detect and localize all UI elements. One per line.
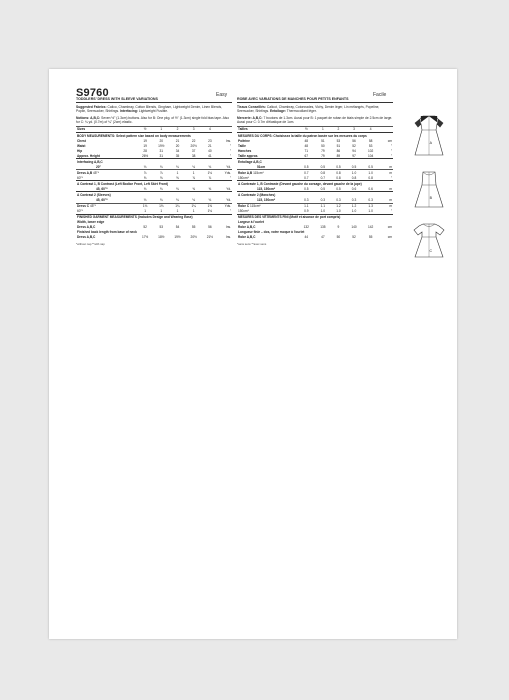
table-row: Taille approx. 67 79 89 97 104 " <box>238 153 392 158</box>
dress-view-c-illustration <box>409 221 449 263</box>
sizes-row: Tailles ½ 1 2 3 4 <box>237 127 393 133</box>
french-column <box>237 97 393 246</box>
table-row: Chest 19 20 21 22 23 Ins. <box>77 138 231 143</box>
table-row: Dress A,B 45"* ⅞ ⅞ 1 1 1⅛ Yds. <box>77 170 231 175</box>
section-title-row: A Contraste 1, B Contraste (Devant gauche du corsage, devant gauche de la jupe) <box>237 181 393 187</box>
french-notions: Mercerie: A,B,C: 7 boutons de 1.3cm. Aussi pour B: 1 paquet de ruban de biais simple de 2.5cm de large. Aussi pour C: 0.7m d'élastique de 1cm. <box>237 115 393 124</box>
sizes-row: Sizes ½ 1 2 3 4 <box>76 127 232 133</box>
pattern-number: S9760 <box>76 87 109 99</box>
table-row: Robe C 115cm* 1.1 1.1 1.2 1.2 1.3 m <box>238 204 392 208</box>
table-row: 150cm* 0.9 1.0 1.0 1.0 1.0 " <box>238 208 392 213</box>
table-row: Dress A,B,C 52 53 54 55 56 Ins. <box>77 225 231 230</box>
view-a-label: A <box>429 141 432 145</box>
pattern-sheet <box>49 69 457 639</box>
table-row: 115, 150cm* 0.3 0.3 0.3 0.3 0.3 m <box>257 198 392 203</box>
dress-view-a-illustration <box>409 113 449 159</box>
section-title-row: Interfacing A,B,C <box>76 159 232 165</box>
table-row: Robe A,B,C 132 135 9 140 142 cm <box>238 225 392 230</box>
sub-title-row: Largeur à l'ourlet <box>238 220 264 225</box>
sub-title-row: Finished back length from base of neck <box>77 230 137 235</box>
section-title-row: FINISHED GARMENT MEASUREMENTS (Includes Design and Wearing Ease) <box>76 214 232 220</box>
table-row: 45, 60"* ⅜ ⅜ ⅜ ⅜ ⅜ Yd. <box>96 186 231 191</box>
english-footnote: *without nap **with nap <box>76 241 105 246</box>
section-title-row: Entoilage A,B,C <box>237 159 393 165</box>
table-row: Approx. Height 26½ 31 35 38 41 " <box>77 153 231 158</box>
table-row: Dress C 45"* 1⅛ 1⅛ 1¼ 1¼ 1⅜ Yds. <box>77 204 231 208</box>
table-row: Waist 19 19½ 20 20½ 21 " <box>77 143 231 148</box>
table-row: 115, 150cm* 0.5 0.5 0.5 0.6 0.6 m <box>257 186 392 191</box>
level-en: Easy <box>216 92 228 98</box>
french-fabrics: Tissus Conseillés: Calicot, Chambray, Cotonnades, Vichy, Denim léger, Lin mélangés, Popeline, Seersucker, Shirtings. Entoilage: Thermocollant léger. <box>237 105 380 114</box>
table-row: 45, 60"* ⅛ ⅛ ⅛ ⅛ ⅛ Yd. <box>96 198 231 203</box>
table-row: 51cm 0.5 0.5 0.5 0.5 0.5 m <box>257 164 392 169</box>
dress-view-b-illustration <box>409 169 449 211</box>
english-yardage-table <box>76 126 232 240</box>
table-row: Robe A,B,C 44 47 50 52 55 cm <box>238 235 392 240</box>
english-fabrics: Suggested Fabrics: Calico, Chambray, Cotton Blends, Gingham, Lightweight Denim, Linen Blends, Poplin, Seersucker, Shirtings. Interfacing: Lightweight Fusible. <box>76 105 223 114</box>
english-title: TODDLERS' DRESS WITH SLEEVE VARIATIONS <box>76 97 232 103</box>
sub-title-row: Longueur finie – dos, votre moque à l'ourlet <box>238 230 305 235</box>
french-yardage-table <box>237 126 393 240</box>
table-row: 60"* 1 1 1 1 1⅛ " <box>77 208 231 213</box>
table-row: Robe A,B 115cm* 0.7 0.8 0.8 1.0 1.0 m <box>238 170 392 175</box>
table-row: Dress A,B,C 17½ 18½ 19½ 20½ 21½ Ins. <box>77 235 231 240</box>
section-title-row: A Contraste 2 (Manches) <box>237 192 393 198</box>
sub-title-row: Width, lower edge <box>77 220 105 225</box>
section-title-row: MESURES DU CORPS: Choisissez la taille du patron basée sur les mesures du corps <box>237 133 393 139</box>
table-row: Taille 48 50 51 52 53 " <box>238 143 392 148</box>
french-footnote: *sans sens **avec sens <box>237 241 267 246</box>
section-title-row: A Contrast 1, B Contrast (Left Bodice Front, Left Skirt Front) <box>76 181 232 187</box>
level-fr: Facile <box>373 92 387 98</box>
view-b-label: B <box>429 196 432 200</box>
section-title-row: BODY MEASUREMENTS: Select pattern size based on body measurements <box>76 133 232 139</box>
section-title-row: A Contrast 2 (Sleeves) <box>76 192 232 198</box>
table-row: 20" ⅛ ⅛ ⅛ ⅛ ⅛ Yd. <box>96 164 231 169</box>
view-c-label: C <box>429 249 432 253</box>
french-title: ROBE AVEC VARIATIONS DE MANCHES POUR PETITS ENFANTS <box>237 97 393 103</box>
section-title-row: MESURES DES VÊTEMENTS FINI (Motif et aisance de port compris) <box>237 214 393 220</box>
english-notions: Notions: A,B,C: Seven ½" (1.3cm) buttons. Also for B: One pkg. of ½" (1.3cm) single fold bias tape. Also for C: ¼ yd. (0.7m) of ¼" (2cm) elastic. <box>76 115 230 124</box>
english-column <box>76 97 232 246</box>
table-row: Hip 28 31 34 37 40 " <box>77 148 231 153</box>
table-row: 150cm* 0.7 0.7 0.8 0.8 0.8 " <box>238 175 392 180</box>
table-row: 60"* ⅝ ⅝ ⅝ ⅞ ⅞ " <box>77 175 231 180</box>
table-row: Hanches 71 79 86 94 102 " <box>238 148 392 153</box>
table-row: Poitrine 48 51 53 56 58 cm <box>238 138 392 143</box>
